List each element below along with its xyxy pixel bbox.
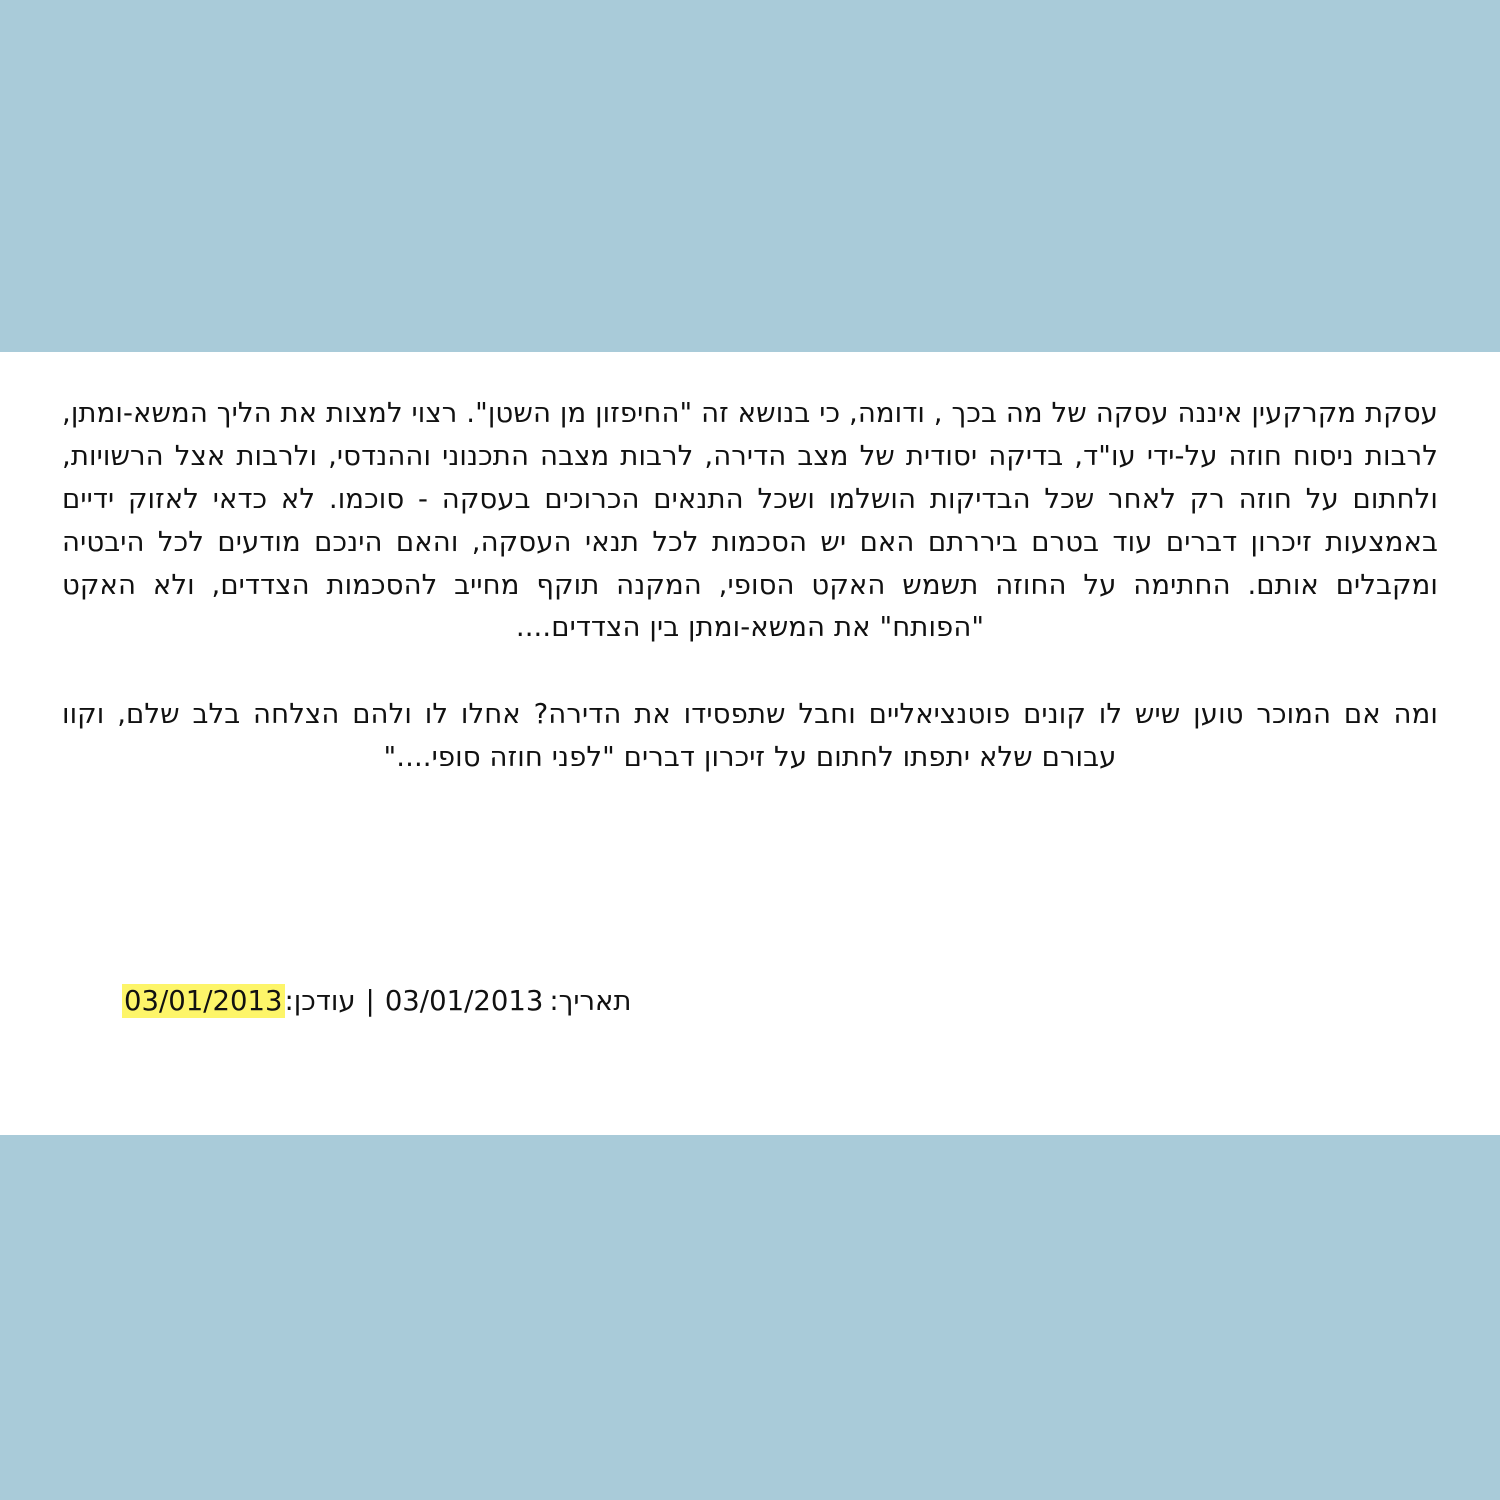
date-value: 03/01/2013 bbox=[384, 985, 544, 1018]
bottom-background-band bbox=[0, 1135, 1500, 1500]
document-content bbox=[0, 352, 1500, 1017]
paragraph-spacer bbox=[62, 649, 1438, 693]
document-sheet bbox=[0, 352, 1500, 1135]
document-meta-line bbox=[62, 985, 1438, 1017]
top-background-band bbox=[0, 0, 1500, 352]
body-paragraph-2: ומה אם המוכר טוען שיש לו קונים פוטנציאליים וחבל שתפסידו את הדירה? אחלו לו ולהם הצלחה בלב שלם, וקוו עבורם שלא יתפתו לחתום על זיכרון דברים "לפני חוזה סופי...." bbox=[62, 698, 1438, 774]
date-label: תאריך: bbox=[549, 985, 632, 1018]
updated-value-highlighted: 03/01/2013 bbox=[124, 985, 283, 1018]
meta-separator: | bbox=[365, 985, 375, 1018]
body-paragraph-1: עסקת מקרקעין איננה עסקה של מה בכך , ודומה, כי בנושא זה "החיפזון מן השטן". רצוי למצות את הליך המשא-ומתן, לרבות ניסוח חוזה על-ידי עו"ד, בדיקה יסודית של מצב הדירה, לרבות מצבה התכנוני וההנדסי, ולרבות אצל הרשויות, ולחתום על חוזה רק לאחר שכל הבדיקות הושלמו ושכל התנאים הכרוכים בעסקה - סוכמו. לא כדאי לאזוק ידיים באמצעות זיכרון דברים עוד בטרם ביררתם האם יש הסכמות לכל תנאי העסקה, והאם הינכם מודעים לכל היבטיה ומקבלים אותם. החתימה על החוזה תשמש האקט הסופי, המקנה תוקף מחייב להסכמות הצדדים, ולא האקט "הפותח" את המשא-ומתן בין הצדדים.... bbox=[61, 397, 1438, 644]
updated-label: עודכן: bbox=[284, 985, 356, 1018]
